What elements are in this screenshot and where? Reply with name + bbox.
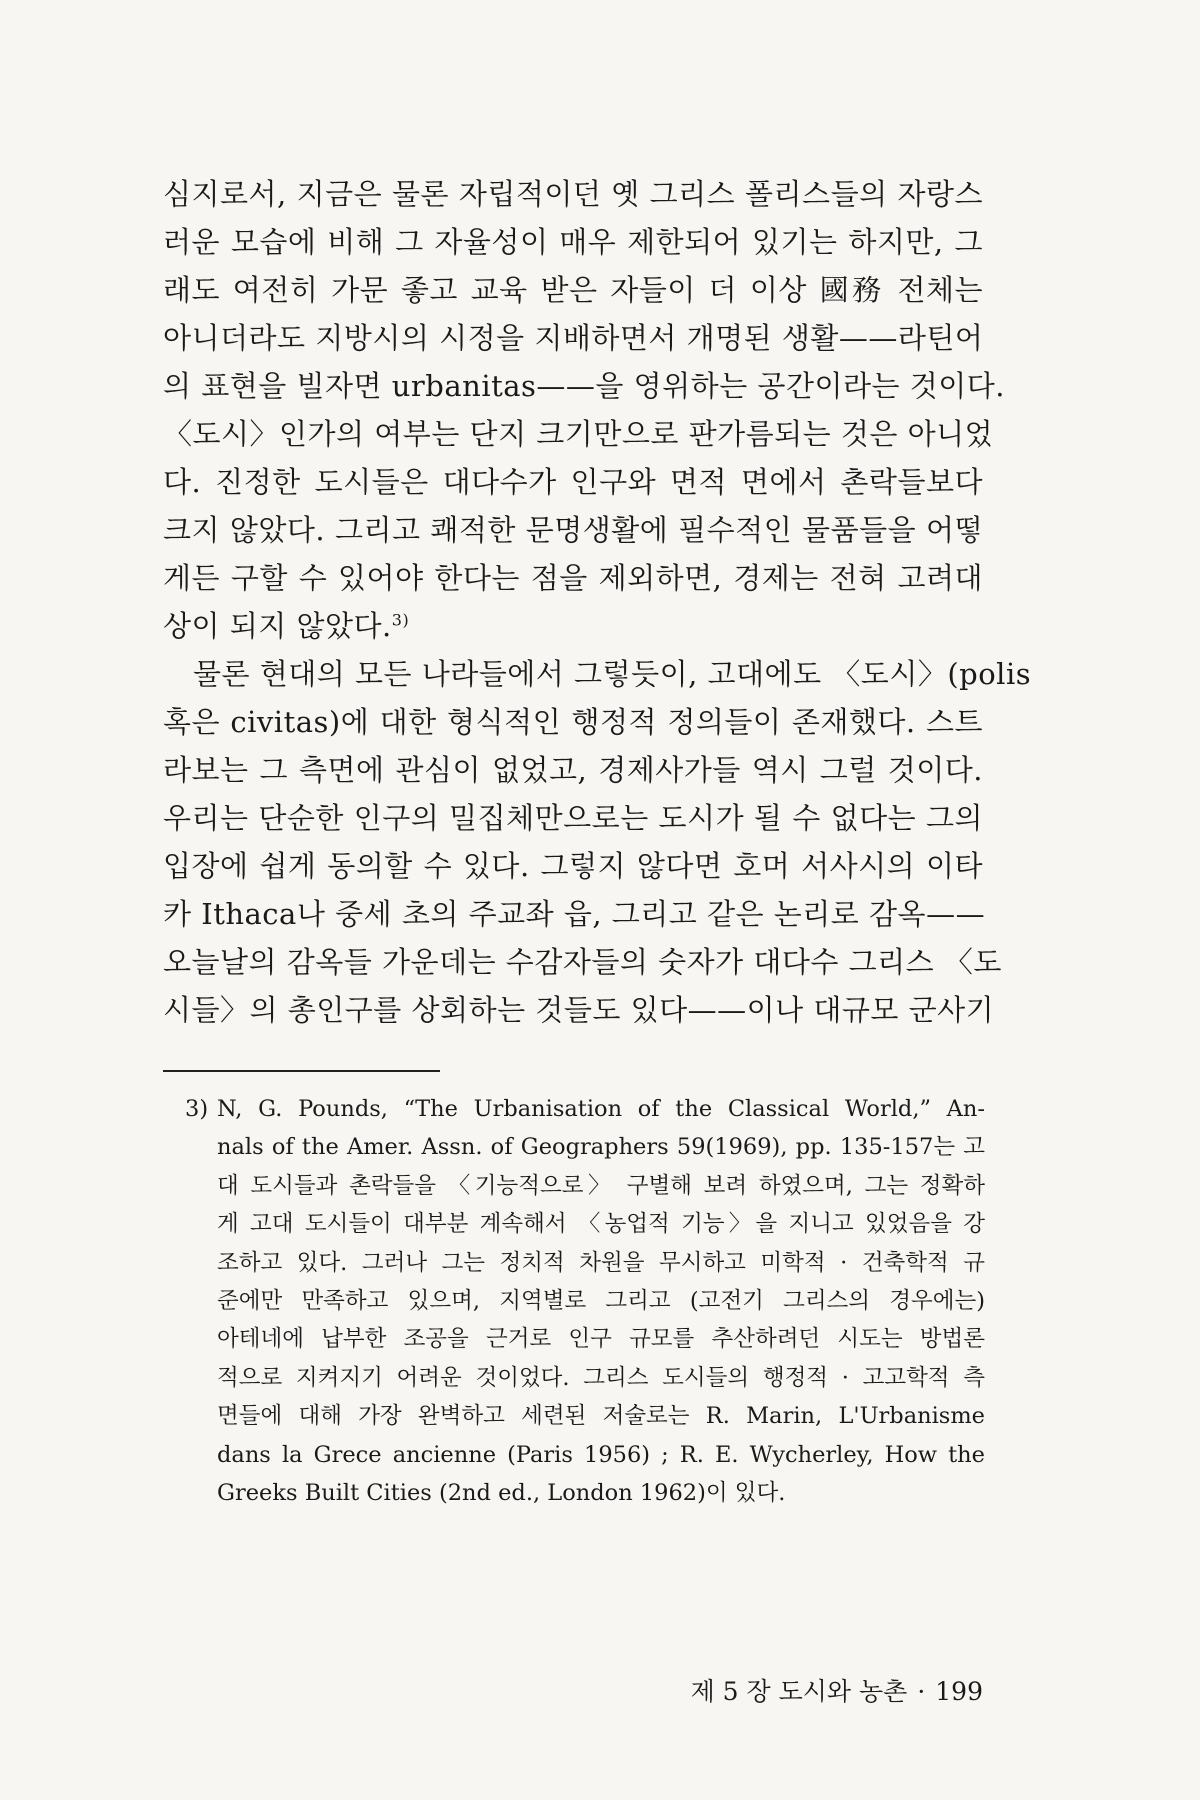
main-text — [163, 170, 1032, 1034]
text-line: 아니더라도 지방시의 시정을 지배하면서 개명된 생활——라틴어 — [163, 321, 984, 355]
paragraph-line: 물론 현대의 모든 나라들에서 그렇듯이, 고대에도 〈도시〉(polis — [193, 657, 1032, 691]
text-line-content: 상이 되지 않았다. — [163, 609, 392, 643]
footnote-line: 준에만 만족하고 있으며, 지역별로 그리고 (고전기 그리스의 경우에는) — [217, 1287, 985, 1314]
text-line: 〈도시〉인가의 여부는 단지 크기만으로 판가름되는 것은 아니었 — [163, 417, 994, 451]
paragraph-line: 시들〉의 총인구를 상회하는 것들도 있다——이나 대규모 군사기 — [163, 993, 995, 1027]
running-footer — [640, 1672, 983, 1708]
text-line: 러운 모습에 비해 그 자율성이 매우 제한되어 있기는 하지만, 그 — [163, 225, 983, 259]
paragraph-line: 혹은 civitas)에 대한 형식적인 행정적 정의들이 존재했다. 스트 — [163, 705, 983, 739]
footnote-line-first — [185, 1090, 985, 1128]
paragraph-line: 입장에 쉽게 동의할 수 있다. 그렇지 않다면 호머 서사시의 이타 — [163, 849, 983, 883]
text-line: 다. 진정한 도시들은 대다수가 인구와 면적 면에서 촌락들보다 — [163, 465, 983, 499]
text-line: 크지 않았다. 그리고 쾌적한 문명생활에 필수적인 물품들을 어떻 — [163, 513, 983, 547]
paragraph-line: 오늘날의 감옥들 가운데는 수감자들의 숫자가 대다수 그리스 〈도 — [163, 945, 1002, 979]
text-line-last — [163, 602, 983, 650]
footnote-divider — [163, 1070, 440, 1072]
paragraph-line: 우리는 단순한 인구의 밀집체만으로는 도시가 될 수 없다는 그의 — [163, 801, 983, 835]
footnote-number: 3) — [185, 1096, 209, 1122]
text-line: 심지로서, 지금은 물론 자립적이던 옛 그리스 폴리스들의 자랑스 — [163, 177, 983, 211]
footnote-line-text: N, G. Pounds, “The Urbanisation of the Classical World,” An- — [217, 1096, 985, 1122]
text-line: 의 표현을 빌자면 urbanitas——을 영위하는 공간이라는 것이다. — [163, 369, 1005, 403]
chapter-title: 제 5 장 도시와 농촌 — [690, 1677, 908, 1706]
paragraph-line: 라보는 그 측면에 관심이 없었고, 경제사가들 역시 그럴 것이다. — [163, 753, 983, 787]
footnote — [185, 1090, 985, 1512]
footnote-line: Greeks Built Cities (2nd ed., London 1962)이 있다. — [217, 1479, 786, 1506]
text-line: 래도 여전히 가문 좋고 교육 받은 자들이 더 이상 國務 전체는 — [163, 273, 983, 307]
footnote-line: 면들에 대해 가장 완벽하고 세련된 저술로는 R. Marin, L'Urbanisme — [217, 1403, 985, 1430]
footnote-line: 조하고 있다. 그러나 그는 정치적 차원을 무시하고 미학적 · 건축학적 규 — [217, 1249, 985, 1276]
text-line: 게든 구할 수 있어야 한다는 점을 제외하면, 경제는 전혀 고려대 — [163, 561, 983, 595]
footnote-line: 아테네에 납부한 조공을 근거로 인구 규모를 추산하려던 시도는 방법론 — [217, 1326, 985, 1353]
footer-separator: · — [917, 1677, 926, 1706]
footnote-line: 게 고대 도시들이 대부분 계속해서 〈농업적 기능〉을 지니고 있었음을 강 — [217, 1211, 985, 1238]
footnote-line: 대 도시들과 촌락들을 〈기능적으로〉 구별해 보려 하였으며, 그는 정확하 — [217, 1172, 985, 1199]
paragraph-line: 카 Ithaca나 중세 초의 주교좌 읍, 그리고 같은 논리로 감옥—— — [163, 897, 986, 931]
footnote-reference[interactable]: 3) — [391, 610, 410, 630]
page-number: 199 — [935, 1677, 983, 1706]
footnote-line: dans la Grece ancienne (Paris 1956) ; R. E. Wycherley, How the — [217, 1441, 985, 1468]
footnote-line: nals of the Amer. Assn. of Geographers 59(1969), pp. 135-157는 고 — [217, 1134, 985, 1161]
footnote-line: 적으로 지켜지기 어려운 것이었다. 그리스 도시들의 행정적 · 고고학적 측 — [217, 1364, 985, 1391]
